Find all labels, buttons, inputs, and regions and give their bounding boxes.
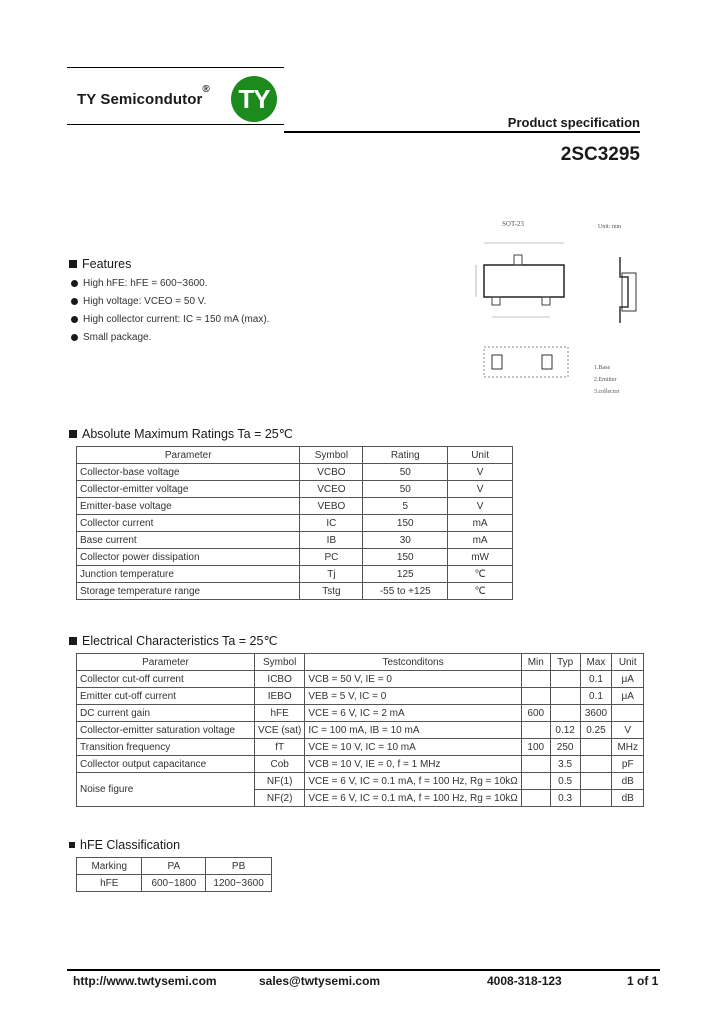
hfe-class-table [76,857,272,892]
table-row [77,498,513,515]
pin-3: 3.collector [594,389,620,395]
table-row [77,739,644,756]
table-cell: NF(2) [254,790,304,807]
table-cell: V [448,481,513,498]
table-cell: ℃ [448,583,513,600]
unit-label: Unit: mm [598,224,622,230]
table-cell: Transition frequency [77,739,255,756]
table-cell [521,773,550,790]
feature-item: High hFE: hFE = 600~3600. [71,278,208,289]
ty-logo: TY [231,76,277,122]
table-cell [521,790,550,807]
table-cell: 0.12 [550,722,580,739]
col-header: Unit [448,447,513,464]
table-cell: pF [612,756,644,773]
table-cell: VEBO [300,498,363,515]
pin-1: 1.Base [594,365,611,371]
col-header: Typ [550,654,580,671]
table-cell: Noise figure [77,773,255,807]
table-row [77,464,513,481]
table-cell: Tstg [300,583,363,600]
package-drawing [470,215,660,400]
table-cell: 100 [521,739,550,756]
table-cell: 600~1800 [142,875,206,892]
table-cell [580,773,612,790]
table-cell: 0.1 [580,671,612,688]
table-cell [550,688,580,705]
table-row [77,875,272,892]
col-header: Rating [363,447,448,464]
table-cell: Collector-emitter voltage [77,481,300,498]
col-header: Symbol [300,447,363,464]
table-cell: mA [448,532,513,549]
footer-url[interactable]: http://www.twtysemi.com [73,974,217,988]
sot23-outline-diagram [470,215,660,400]
table-cell: VCE = 6 V, IC = 0.1 mA, f = 100 Hz, Rg = 10kΩ [305,773,521,790]
abs-max-table [76,446,513,600]
table-row [77,756,644,773]
table-row [77,773,644,790]
table-row [77,515,513,532]
table-cell [580,790,612,807]
table-header-row [77,654,644,671]
table-cell [612,705,644,722]
table-cell: dB [612,790,644,807]
table-cell: VCB = 50 V, IE = 0 [305,671,521,688]
table-cell: 3600 [580,705,612,722]
table-cell: 250 [550,739,580,756]
table-cell: Marking [77,858,142,875]
table-cell [521,756,550,773]
table-cell: NF(1) [254,773,304,790]
table-cell [550,671,580,688]
elec-heading: Electrical Characteristics Ta = 25℃ [69,633,277,648]
table-cell: VCB = 10 V, IE = 0, f = 1 MHz [305,756,521,773]
table-row [77,858,272,875]
table-cell: μA [612,671,644,688]
footer-phone: 4008-318-123 [487,974,562,988]
header-rule-bottom [67,124,284,125]
table-cell: IB [300,532,363,549]
table-cell: V [448,498,513,515]
table-cell: Tj [300,566,363,583]
table-cell: mA [448,515,513,532]
table-cell: 1200~3600 [206,875,272,892]
table-cell [521,671,550,688]
table-cell: mW [448,549,513,566]
table-cell: VEB = 5 V, IC = 0 [305,688,521,705]
table-cell: 150 [363,515,448,532]
table-cell: Storage temperature range [77,583,300,600]
table-cell: 0.3 [550,790,580,807]
part-number: 2SC3295 [560,144,640,165]
col-header: Unit [612,654,644,671]
table-cell: VCE = 6 V, IC = 2 mA [305,705,521,722]
table-cell: 150 [363,549,448,566]
table-cell: 30 [363,532,448,549]
table-cell: Collector-base voltage [77,464,300,481]
elec-table [76,653,644,807]
table-cell: hFE [254,705,304,722]
table-cell: VCE = 6 V, IC = 0.1 mA, f = 100 Hz, Rg = 10kΩ [305,790,521,807]
feature-item: Small package. [71,332,151,343]
pin-2: 2.Emitter [594,377,617,383]
footer-page: 1 of 1 [627,974,659,988]
table-row [77,549,513,566]
table-cell: Junction temperature [77,566,300,583]
col-header: Parameter [77,654,255,671]
table-cell: IC [300,515,363,532]
table-cell: Collector output capacitance [77,756,255,773]
feature-item: High collector current: IC = 150 mA (max). [71,314,269,325]
table-cell: Cob [254,756,304,773]
table-row [77,583,513,600]
table-cell: 5 [363,498,448,515]
table-cell: IC = 100 mA, IB = 10 mA [305,722,521,739]
table-cell: 0.5 [550,773,580,790]
table-cell: 50 [363,481,448,498]
title-rule [284,131,640,133]
table-cell [550,705,580,722]
doc-type: Product specification [507,115,640,130]
table-cell [521,688,550,705]
table-cell: 3.5 [550,756,580,773]
table-cell: VCE (sat) [254,722,304,739]
table-cell: V [448,464,513,481]
package-title: SOT-23 [502,220,524,228]
col-header: Testconditons [305,654,521,671]
table-cell: 0.1 [580,688,612,705]
table-cell: 50 [363,464,448,481]
table-cell: hFE [77,875,142,892]
col-header: Symbol [254,654,304,671]
table-cell: Base current [77,532,300,549]
table-cell: ICBO [254,671,304,688]
col-header: Max [580,654,612,671]
abs-max-heading: Absolute Maximum Ratings Ta = 25℃ [69,426,293,441]
table-header-row [77,447,513,464]
table-cell: 600 [521,705,550,722]
table-cell [580,739,612,756]
feature-item: High voltage: VCEO = 50 V. [71,296,206,307]
table-row [77,481,513,498]
col-header: Min [521,654,550,671]
table-cell: V [612,722,644,739]
table-cell: ℃ [448,566,513,583]
table-cell: dB [612,773,644,790]
table-cell: 125 [363,566,448,583]
table-cell: DC current gain [77,705,255,722]
table-cell: fT [254,739,304,756]
table-cell: MHz [612,739,644,756]
table-cell: VCBO [300,464,363,481]
table-cell: Collector-emitter saturation voltage [77,722,255,739]
table-row [77,671,644,688]
table-cell: VCE = 10 V, IC = 10 mA [305,739,521,756]
table-row [77,705,644,722]
table-cell: IEBO [254,688,304,705]
table-cell: VCEO [300,481,363,498]
table-cell [580,756,612,773]
table-row [77,688,644,705]
table-cell: -55 to +125 [363,583,448,600]
table-cell: μA [612,688,644,705]
table-cell: Emitter-base voltage [77,498,300,515]
table-cell: PB [206,858,272,875]
table-cell: Emitter cut-off current [77,688,255,705]
hfe-class-heading: hFE Classification [69,838,180,852]
table-cell: Collector power dissipation [77,549,300,566]
table-row [77,532,513,549]
table-cell [521,722,550,739]
table-cell: Collector current [77,515,300,532]
table-cell: 0.25 [580,722,612,739]
col-header: Parameter [77,447,300,464]
features-heading: Features [69,257,131,271]
header-rule-top [67,67,284,68]
table-row [77,722,644,739]
table-cell: Collector cut-off current [77,671,255,688]
table-row [77,566,513,583]
footer-email[interactable]: sales@twtysemi.com [259,974,381,988]
brand-name: TY Semicondutor® [77,84,210,108]
footer-rule [67,969,660,971]
table-cell: PA [142,858,206,875]
table-cell: PC [300,549,363,566]
